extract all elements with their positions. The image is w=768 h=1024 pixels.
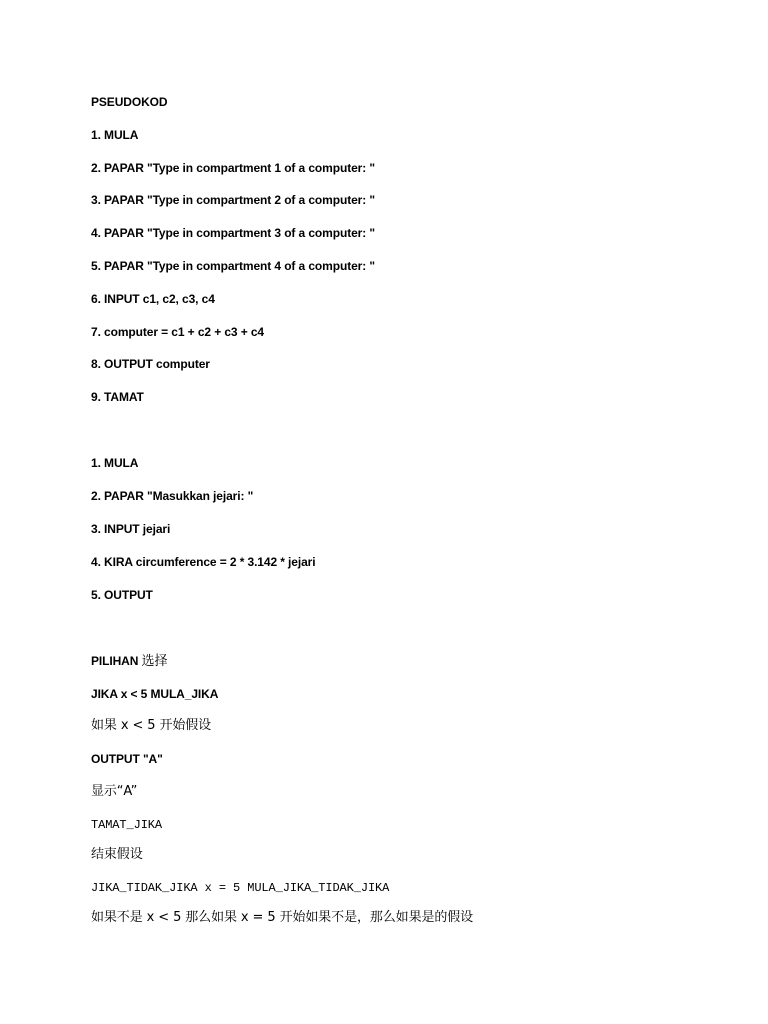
block1-line-1: 1. MULA [91,128,139,142]
document-heading: PSEUDOKOD [91,95,168,109]
tamat-jika-cjk-line: 结束假设 [91,847,143,862]
block1-line-7: 7. computer = c1 + c2 + c3 + c4 [91,325,265,339]
block2-line-2: 2. PAPAR "Masukkan jejari: " [91,489,254,503]
block1-line-8: 8. OUTPUT computer [91,357,210,371]
pilihan-cjk: 选择 [141,654,168,669]
block1-line-9: 9. TAMAT [91,390,144,404]
jika-tidak-jika-line: JIKA_TIDAK_JIKA x = 5 MULA_JIKA_TIDAK_JIKA [91,881,390,895]
block1-line-2: 2. PAPAR "Type in compartment 1 of a computer: " [91,161,375,175]
output-line: OUTPUT "A" [91,752,163,766]
jika-cjk-line: 如果 x < 5 开始假设 [91,718,212,733]
jika-tidak-jika-cjk-line: 如果不是 x < 5 那么如果 x = 5 开始如果不是，那么如果是的假设 [91,910,474,925]
pilihan-line [91,653,167,670]
block1-line-5: 5. PAPAR "Type in compartment 4 of a computer: " [91,259,375,273]
block2-line-3: 3. INPUT jejari [91,522,171,536]
block2-line-1: 1. MULA [91,456,139,470]
block1-line-6: 6. INPUT c1, c2, c3, c4 [91,292,215,306]
output-cjk-line: 显示“A” [91,784,138,799]
tamat-jika-line: TAMAT_JIKA [91,818,163,832]
pilihan-label: PILIHAN [91,654,139,668]
jika-line: JIKA x < 5 MULA_JIKA [91,687,219,701]
block1-line-3: 3. PAPAR "Type in compartment 2 of a computer: " [91,193,375,207]
block2-line-5: 5. OUTPUT [91,588,153,602]
block2-line-4: 4. KIRA circumference = 2 * 3.142 * jejari [91,555,316,569]
block1-line-4: 4. PAPAR "Type in compartment 3 of a computer: " [91,226,375,240]
